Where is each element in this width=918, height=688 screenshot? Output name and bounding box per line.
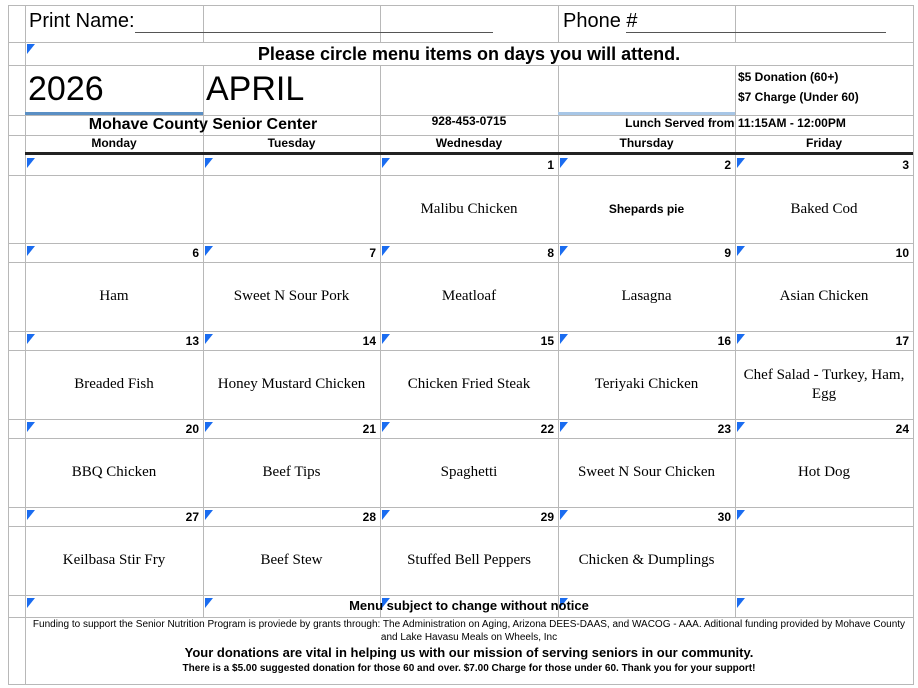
date-number: 8 <box>547 246 554 260</box>
grid-line <box>380 5 381 42</box>
grid-line <box>8 595 913 596</box>
menu-item[interactable]: Sweet N Sour Chicken <box>577 464 716 480</box>
date-number: 7 <box>369 246 376 260</box>
lunch-hours: Lunch Served from 11:15AM - 12:00PM <box>625 116 846 130</box>
month: APRIL <box>206 70 305 108</box>
day-header-monday: Monday <box>91 136 137 150</box>
center-name: Mohave County Senior Center <box>88 116 318 133</box>
menu-item[interactable]: Beef Tips <box>262 464 321 480</box>
grid-line <box>8 5 913 6</box>
date-number: 20 <box>185 422 199 436</box>
menu-item[interactable]: Honey Mustard Chicken <box>217 376 366 392</box>
date-number: 22 <box>540 422 554 436</box>
date-number: 17 <box>895 334 909 348</box>
date-number: 10 <box>895 246 909 260</box>
comment-marker-icon <box>27 158 35 168</box>
date-number: 16 <box>717 334 731 348</box>
date-number: 1 <box>547 158 554 172</box>
instruction: Please circle menu items on days you will attend. <box>257 44 681 64</box>
charge: $7 Charge (Under 60) <box>738 90 859 104</box>
day-header-tuesday: Tuesday <box>267 136 316 150</box>
menu-item[interactable]: Teriyaki Chicken <box>594 376 699 392</box>
menu-item[interactable]: Baked Cod <box>790 200 858 217</box>
grid-line <box>8 243 913 244</box>
menu-item[interactable]: Sweet N Sour Pork <box>233 288 350 304</box>
day-header-friday: Friday <box>805 136 842 150</box>
day-header-wednesday: Wednesday <box>435 136 503 150</box>
date-number: 9 <box>724 246 731 260</box>
grid-line <box>203 5 204 42</box>
year-underline <box>25 112 203 115</box>
print-name-label: Print Name: <box>29 10 135 32</box>
date-number: 21 <box>362 422 376 436</box>
grid-line <box>8 331 913 332</box>
date-number: 24 <box>895 422 909 436</box>
menu-item[interactable]: Keilbasa Stir Fry <box>62 552 166 568</box>
year: 2026 <box>28 70 104 108</box>
grid-line <box>203 135 204 617</box>
menu-item[interactable]: Shepards pie <box>608 201 685 216</box>
menu-item[interactable]: Meatloaf <box>441 288 497 304</box>
date-number: 3 <box>902 158 909 172</box>
menu-item[interactable]: Lasagna <box>621 288 672 304</box>
grid-line <box>558 135 559 617</box>
date-number: 28 <box>362 510 376 524</box>
menu-item[interactable]: Ham <box>99 288 129 304</box>
menu-item[interactable]: BBQ Chicken <box>71 464 157 480</box>
grid-line <box>8 5 9 685</box>
date-number: 23 <box>717 422 731 436</box>
grid-line <box>558 5 559 42</box>
print-name-line[interactable] <box>135 32 493 33</box>
donation: $5 Donation (60+) <box>738 70 839 84</box>
grid-line <box>8 65 913 66</box>
grid-line <box>8 684 913 685</box>
phone-label: Phone # <box>563 10 638 32</box>
comment-marker-icon <box>205 158 213 168</box>
menu-item[interactable]: Chicken & Dumplings <box>578 552 715 568</box>
date-number: 14 <box>362 334 376 348</box>
date-number: 27 <box>185 510 199 524</box>
accent-underline <box>558 112 735 115</box>
date-number: 15 <box>540 334 554 348</box>
menu-item[interactable]: Asian Chicken <box>779 288 869 304</box>
date-number: 2 <box>724 158 731 172</box>
date-number: 13 <box>185 334 199 348</box>
menu-item[interactable]: Beef Stew <box>260 552 323 568</box>
grid-line <box>8 419 913 420</box>
date-number: 29 <box>540 510 554 524</box>
grid-line <box>380 135 381 617</box>
donations-vital: Your donations are vital in helping us with our mission of serving seniors in our community. <box>184 645 754 660</box>
suggested-donation: There is a $5.00 suggested donation for those 60 and over. $7.00 Charge for those under 60. Thank you for your support! <box>182 663 756 674</box>
menu-item[interactable]: Chicken Fried Steak <box>407 376 531 392</box>
menu-item[interactable]: Stuffed Bell Peppers <box>407 552 531 568</box>
grid-line <box>8 507 913 508</box>
grid-line <box>735 5 736 42</box>
phone-line[interactable] <box>626 32 886 33</box>
header-divider <box>25 152 913 155</box>
menu-item[interactable]: Malibu Chicken <box>420 200 518 217</box>
grid-line <box>735 135 736 617</box>
center-phone: 928-453-0715 <box>431 114 507 128</box>
date-number: 6 <box>192 246 199 260</box>
grid-line <box>913 5 914 685</box>
comment-marker-icon <box>737 510 745 520</box>
menu-item[interactable]: Spaghetti <box>440 464 498 480</box>
menu-item[interactable]: Breaded Fish <box>74 376 154 392</box>
date-number: 30 <box>717 510 731 524</box>
funding-text: Funding to support the Senior Nutrition Program is proviede by grants through: The Administration on Aging, Arizona DEES-DAAS, and WACOG - AAA. Aditional funding provided by Mohave County and Lake Havasu Meals on Wheels, Inc <box>32 619 906 643</box>
day-header-thursday: Thursday <box>619 136 674 150</box>
menu-item[interactable]: Hot Dog <box>797 464 851 480</box>
grid-line <box>8 42 913 43</box>
menu-notice: Menu subject to change without notice <box>349 598 589 613</box>
menu-item[interactable]: Chef Salad - Turkey, Ham, Egg <box>743 366 905 402</box>
